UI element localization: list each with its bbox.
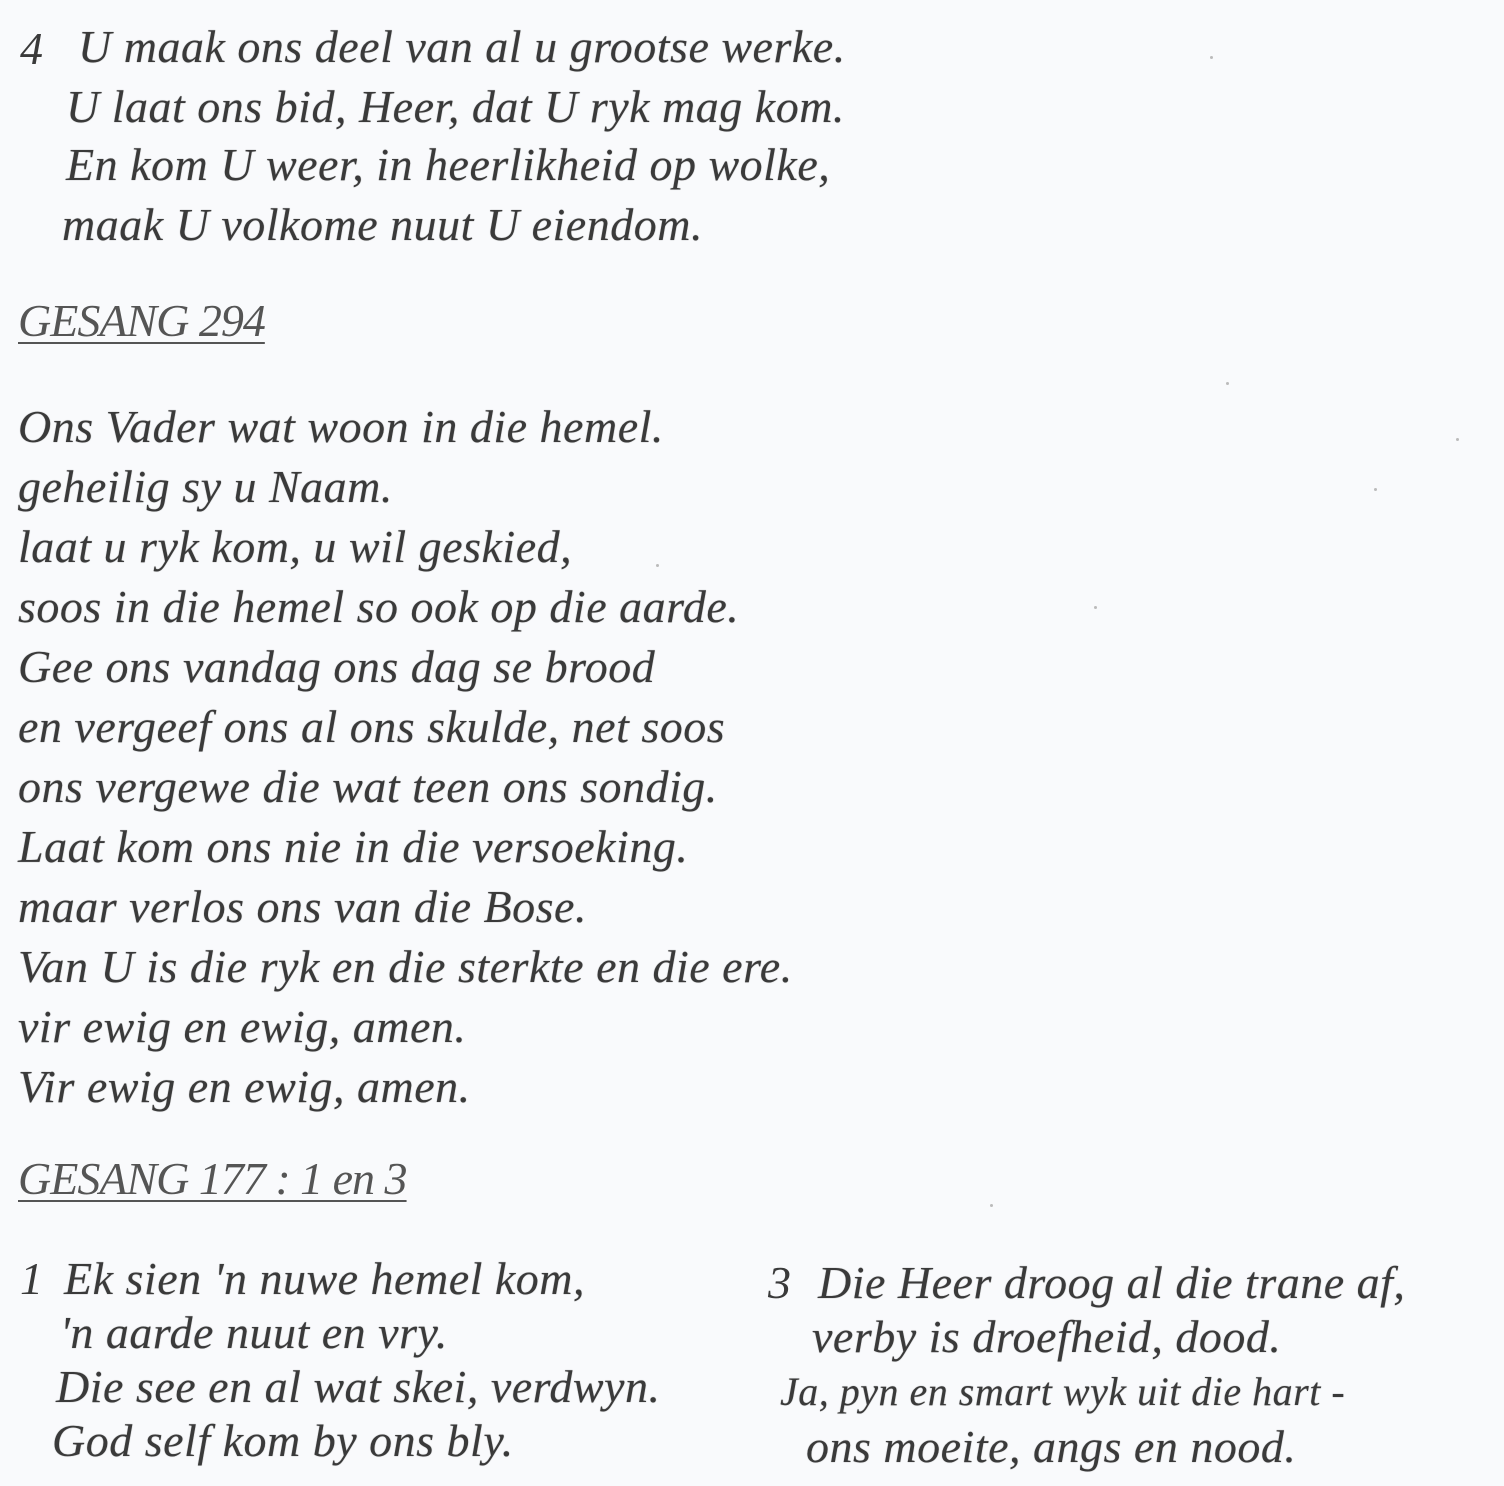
scan-speck [1226,382,1229,385]
verse-number: 1 [20,1253,43,1304]
verse-number: 4 [20,23,43,74]
section-heading: GESANG 294 [18,295,265,346]
hymn-line: verby is droefheid, dood. [812,1311,1282,1362]
hymn-line: Ja, pyn en smart wyk uit die hart - [780,1369,1346,1414]
scan-speck [990,1204,993,1207]
scan-speck [1374,488,1377,491]
hymn-line: ons moeite, angs en nood. [806,1421,1297,1472]
prayer-line: en vergeef ons al ons skulde, net soos [18,701,726,752]
verse-number: 3 [768,1257,791,1308]
verse-line: U laat ons bid, Heer, dat U ryk mag kom. [66,81,845,132]
scan-speck [1210,56,1213,59]
prayer-line: ons vergewe die wat teen ons sondig. [18,761,718,812]
hymn-line: Die see en al wat skei, verdwyn. [56,1361,661,1412]
prayer-line: geheilig sy u Naam. [18,461,393,512]
scan-speck [1094,606,1097,609]
hymn-line: God self kom by ons bly. [52,1415,514,1466]
prayer-line: vir ewig en ewig, amen. [18,1001,467,1052]
hymn-line: Ek sien 'n nuwe hemel kom, [64,1253,586,1304]
prayer-line: Gee ons vandag ons dag se brood [18,641,656,692]
section-heading: GESANG 177 : 1 en 3 [18,1153,407,1204]
verse-line: maak U volkome nuut U eiendom. [62,199,703,250]
prayer-line: Ons Vader wat woon in die hemel. [18,401,664,452]
prayer-line: Laat kom ons nie in die versoeking. [18,821,689,872]
prayer-line: soos in die hemel so ook op die aarde. [18,581,740,632]
prayer-line: laat u ryk kom, u wil geskied, [18,521,573,572]
scan-speck [1456,438,1459,441]
hymn-line: Die Heer droog al die trane af, [818,1257,1406,1308]
prayer-line: maar verlos ons van die Bose. [18,881,587,932]
prayer-line: Vir ewig en ewig, amen. [18,1061,471,1112]
verse-line: En kom U weer, in heerlikheid op wolke, [66,139,831,190]
hymn-line: 'n aarde nuut en vry. [60,1307,448,1358]
prayer-line: Van U is die ryk en die sterkte en die ere. [18,941,793,992]
verse-line: U maak ons deel van al u grootse werke. [78,21,846,72]
scan-speck [656,564,659,567]
